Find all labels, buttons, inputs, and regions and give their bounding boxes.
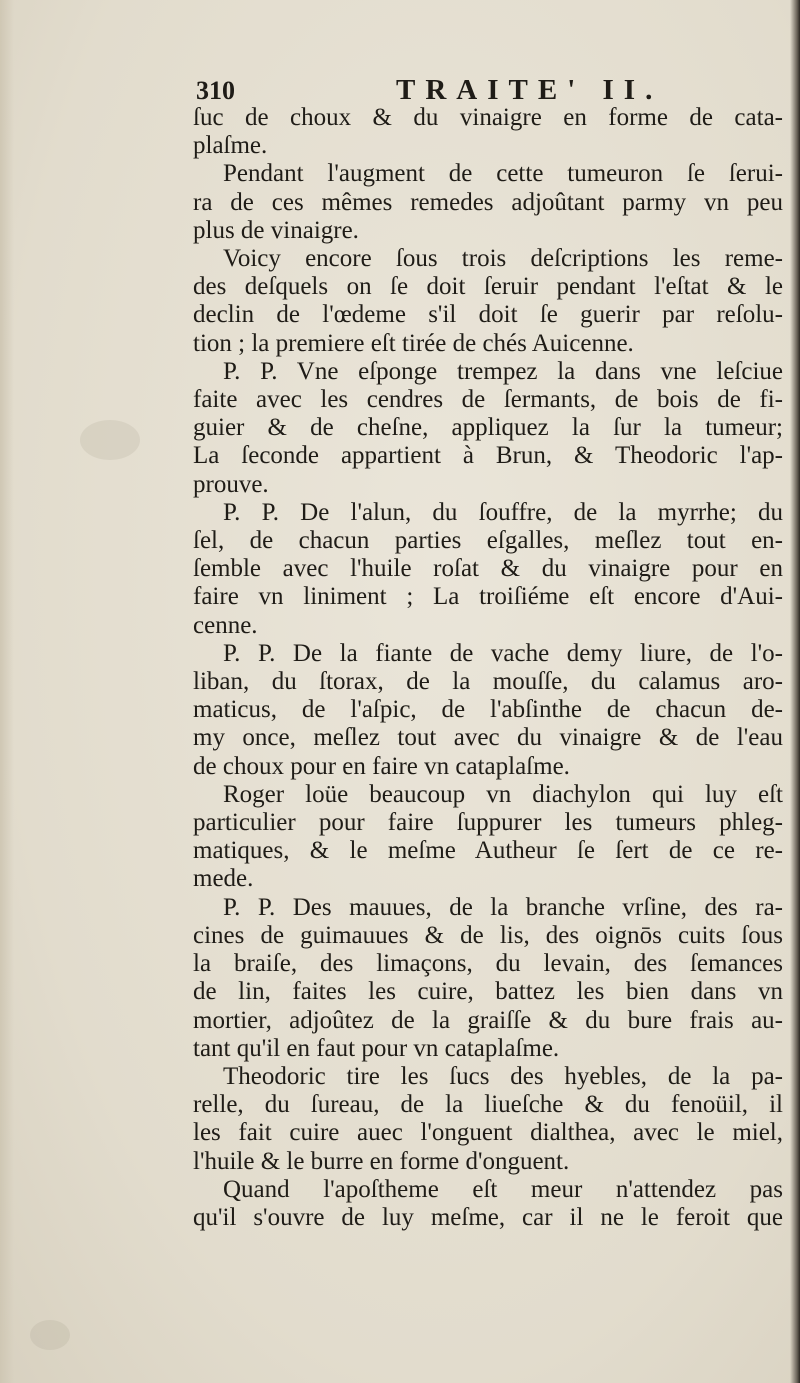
paper-stain bbox=[30, 1320, 70, 1350]
text-line: de choux pour en faire vn cataplaſme. bbox=[193, 752, 570, 780]
text-line: my once, meſlez tout avec du vinaigre & de l'eau bbox=[193, 724, 783, 752]
text-line: Theodoric tire les ſucs des hyebles, de la pa- bbox=[223, 1062, 783, 1090]
text-line: La ſeconde appartient à Brun, & Theodoric l'ap- bbox=[193, 442, 783, 470]
running-head: TRAITE' II. bbox=[396, 74, 663, 106]
text-line: des deſquels on ſe doit ſeruir pendant l'eſtat & le bbox=[193, 273, 783, 301]
text-line: maticus, de l'aſpic, de l'abſinthe de chacun de- bbox=[193, 696, 783, 724]
text-line: ſemble avec l'huile roſat & du vinaigre pour en bbox=[193, 555, 783, 583]
paper-stain bbox=[80, 420, 140, 460]
text-line: Roger loüe beaucoup vn diachylon qui luy eſt bbox=[223, 780, 783, 808]
text-line: plaſme. bbox=[193, 132, 268, 160]
text-line: faite avec les cendres de ſermants, de bois de fi- bbox=[193, 386, 783, 414]
text-line: ſel, de chacun parties eſgalles, meſlez tout en- bbox=[193, 527, 783, 555]
text-line: Pendant l'augment de cette tumeuron ſe ſerui- bbox=[223, 160, 783, 188]
text-line: mortier, adjoûtez de la graiſſe & du bure frais au- bbox=[193, 1006, 783, 1034]
text-line: declin de l'œdeme s'il doit ſe guerir par reſolu- bbox=[193, 301, 783, 329]
text-line: qu'il s'ouvre de luy meſme, car il ne le feroit que bbox=[193, 1203, 783, 1231]
text-line: plus de vinaigre. bbox=[193, 216, 359, 244]
text-line: ra de ces mêmes remedes adjoûtant parmy vn peu bbox=[193, 188, 783, 216]
text-line: Quand l'apoſtheme eſt meur n'attendez pas bbox=[223, 1175, 783, 1203]
text-line: liban, du ſtorax, de la mouſſe, du calamus aro- bbox=[193, 668, 783, 696]
text-line: particulier pour faire ſuppurer les tumeurs phleg- bbox=[193, 809, 783, 837]
text-line: faire vn liniment ; La troiſiéme eſt encore d'Aui- bbox=[193, 583, 783, 611]
page-number: 310 bbox=[196, 76, 235, 105]
text-line: P. P. De la fiante de vache demy liure, de l'o- bbox=[223, 639, 783, 667]
text-line: tant qu'il en faut pour vn cataplaſme. bbox=[193, 1034, 560, 1062]
text-line: les fait cuire auec l'onguent dialthea, avec le miel, bbox=[193, 1119, 783, 1147]
body-text bbox=[193, 104, 783, 1232]
text-line: de lin, faites les cuire, battez les bien dans vn bbox=[193, 978, 783, 1006]
text-line: mede. bbox=[193, 865, 254, 893]
text-line: P. P. Des mauues, de la branche vrſine, des ra- bbox=[223, 893, 783, 921]
text-line: ſuc de choux & du vinaigre en forme de cata- bbox=[193, 104, 783, 131]
text-line: l'huile & le burre en forme d'onguent. bbox=[193, 1147, 570, 1175]
text-line: relle, du ſureau, de la liueſche & du fenoüil, il bbox=[193, 1091, 783, 1119]
text-line: cines de guimauues & de lis, des oignōs cuits ſous bbox=[193, 921, 783, 949]
text-line: tion ; la premiere eſt tirée de chés Auicenne. bbox=[193, 329, 634, 357]
text-line: P. P. De l'alun, du ſouffre, de la myrrhe; du bbox=[223, 498, 783, 526]
text-line: P. P. Vne eſponge trempez la dans vne leſciue bbox=[223, 357, 783, 385]
text-line: matiques, & le meſme Autheur ſe ſert de ce re- bbox=[193, 837, 783, 865]
text-line: prouve. bbox=[193, 470, 269, 498]
text-line: cenne. bbox=[193, 611, 258, 639]
text-line: Voicy encore ſous trois deſcriptions les reme- bbox=[223, 245, 783, 273]
text-line: guier & de cheſne, appliquez la ſur la tumeur; bbox=[193, 414, 783, 442]
text-line: la braiſe, des limaçons, du levain, des ſemances bbox=[193, 950, 783, 978]
